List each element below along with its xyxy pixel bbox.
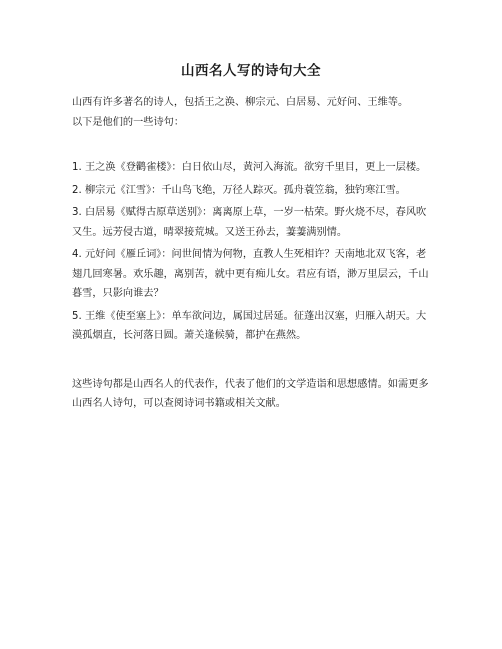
conclusion-paragraph: 这些诗句都是山西名人的代表作，代表了他们的文学造诣和思想感情。如需更多山西名人诗句，可以查阅诗词书籍或相关文献。 <box>72 378 429 409</box>
poem-item: 3. 白居易《赋得古原草送别》：离离原上草，一岁一枯荣。野火烧不尽，春风吹又生。远芳侵古道，晴翠接荒城。又送王孙去，萋萋满别情。 <box>72 207 427 238</box>
poem-item: 2. 柳宗元《江雪》：千山鸟飞绝，万径人踪灭。孤舟蓑笠翁，独钓寒江雪。 <box>72 184 406 196</box>
section-spacer <box>72 349 430 375</box>
poem-item: 1. 王之涣《登鹳雀楼》：白日依山尽，黄河入海流。欲穷千里目，更上一层楼。 <box>72 162 427 173</box>
document-title: 山西名人写的诗句大全 <box>181 63 321 79</box>
intro-line-1: 山西有许多著名的诗人，包括王之涣、柳宗元、白居易、元好问、王维等。 <box>72 97 409 108</box>
intro-section <box>72 93 430 132</box>
poem-item: 5. 王维《使至塞上》：单车欲问边，属国过居延。征蓬出汉塞，归雁入胡天。大漠孤烟直，长河落日圆。萧关逢候骑，都护在燕然。 <box>72 310 427 341</box>
section-spacer <box>72 132 430 158</box>
poem-item: 4. 元好问《雁丘词》：问世间情为何物，直教人生死相许？天南地北双飞客，老翅几回寒暑。欢乐趣，离别苦，就中更有痴儿女。君应有语，渺万里层云，千山暮雪，只影向谁去？ <box>72 249 429 299</box>
intro-line-2: 以下是他们的一些诗句： <box>72 116 185 128</box>
poem-list <box>72 158 430 346</box>
